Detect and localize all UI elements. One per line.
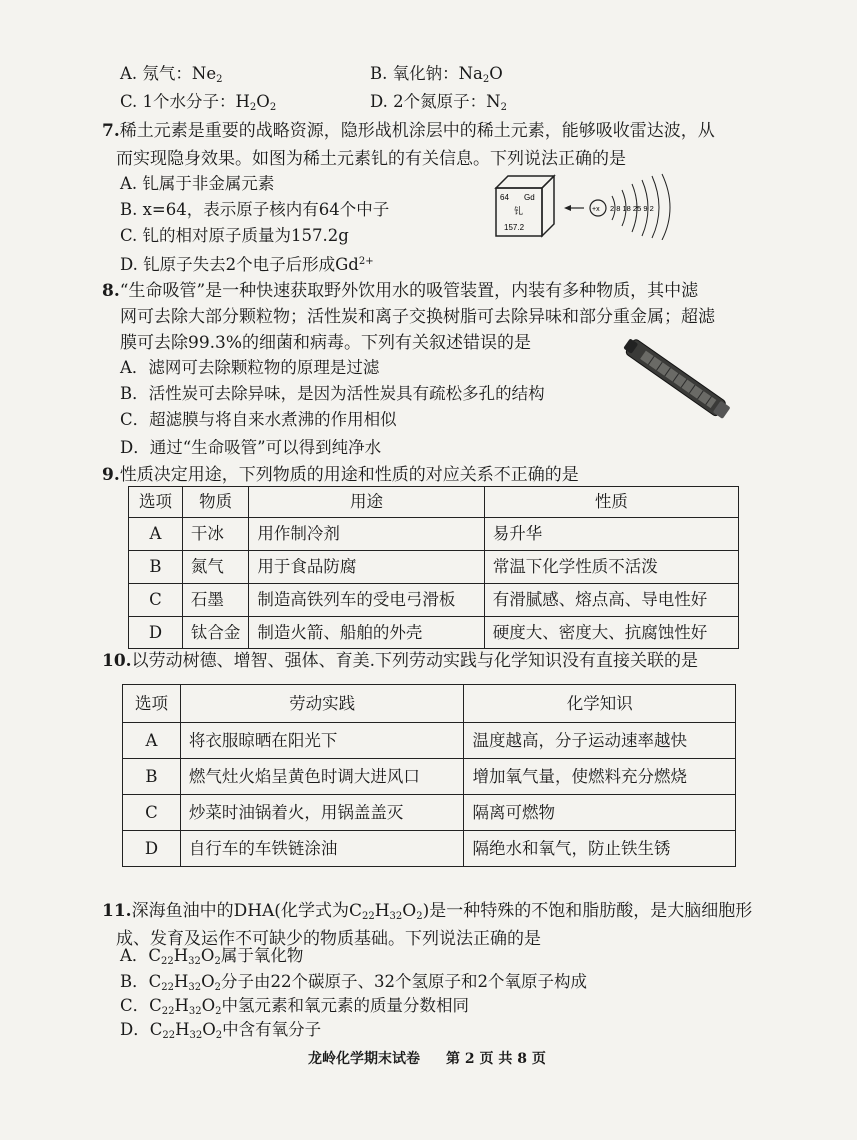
subscript: 22 bbox=[161, 956, 174, 967]
subscript: 2 bbox=[214, 982, 222, 993]
electron-shells: 2 8 18 25 9 2 bbox=[610, 204, 654, 213]
table-header: 物质 bbox=[182, 487, 249, 518]
table-cell: 制造火箭、船舶的外壳 bbox=[249, 617, 484, 649]
q8-stem-line2: 网可去除大部分颗粒物；活性炭和离子交换树脂可去除异味和部分重金属；超滤 bbox=[120, 307, 715, 327]
q11-option-b: B．$C_{22}H_{32}O_2$分子由22个碳原子、32个氢原子和2个氧原子构成 bbox=[120, 972, 588, 993]
q8-stem-line3: 膜可去除99.3%的细菌和病毒。下列有关叙述错误的是 bbox=[120, 333, 532, 353]
subscript: 2 bbox=[249, 102, 257, 113]
table-cell: A bbox=[123, 723, 181, 759]
table-cell: 自行车的车铁链涂油 bbox=[180, 831, 464, 867]
subscript: 32 bbox=[188, 1006, 202, 1017]
q10-stem bbox=[102, 648, 698, 674]
q6-option-c bbox=[120, 90, 276, 120]
q8-option-a: A．滤网可去除颗粒物的原理是过滤 bbox=[120, 358, 380, 377]
q6-option-a bbox=[120, 62, 222, 92]
subscript: 22 bbox=[161, 1006, 175, 1017]
q9-stem bbox=[102, 462, 579, 488]
atomic-structure-diagram bbox=[590, 174, 670, 240]
subscript: 22 bbox=[162, 1030, 176, 1041]
question-number: 9. bbox=[102, 465, 120, 485]
table-cell: 有滑腻感、熔点高、导电性好 bbox=[484, 584, 738, 617]
table-cell: 增加氧气量，使燃料充分燃烧 bbox=[464, 759, 736, 795]
table-row bbox=[123, 759, 736, 795]
q6-option-d bbox=[370, 90, 507, 120]
q6-option-d-text: D. 2个氮原子：N bbox=[370, 92, 501, 111]
subscript: 2 bbox=[416, 911, 423, 922]
table-cell: D bbox=[123, 831, 181, 867]
table-cell: A bbox=[129, 518, 183, 551]
q9-stem-text: 性质决定用途，下列物质的用途和性质的对应关系不正确的是 bbox=[119, 465, 579, 485]
element-card bbox=[496, 176, 554, 236]
subscript: 2 bbox=[269, 102, 277, 113]
table-row bbox=[129, 617, 739, 649]
q6-option-a-text: A. 氖气：Ne bbox=[120, 64, 217, 83]
table-cell: 燃气灶火焰呈黄色时调大进风口 bbox=[180, 759, 464, 795]
table-row bbox=[129, 551, 739, 584]
table-cell: 炒菜时油锅着火，用锅盖盖灭 bbox=[180, 795, 464, 831]
table-row bbox=[129, 518, 739, 551]
atomic-mass: 157.2 bbox=[504, 223, 525, 232]
q6-option-b-tail: O bbox=[489, 64, 503, 83]
table-header: 用途 bbox=[249, 487, 484, 518]
life-straw-image bbox=[616, 326, 740, 430]
subscript: 2 bbox=[214, 956, 221, 967]
q7-stem-line1 bbox=[102, 118, 715, 144]
q7-stem-line2: 而实现隐身效果。如图为稀土元素钆的有关信息。下列说法正确的是 bbox=[116, 149, 626, 169]
q7-option-a: A. 钆属于非金属元素 bbox=[120, 174, 275, 193]
table-cell: 干冰 bbox=[182, 518, 249, 551]
subscript: 32 bbox=[188, 982, 202, 993]
table-header-row bbox=[129, 487, 739, 518]
table-cell: 硬度大、密度大、抗腐蚀性好 bbox=[484, 617, 738, 649]
q11-option-b-text: 分子由22个碳原子、32个氢原子和2个氧原子构成 bbox=[221, 972, 588, 991]
q11-stem-line2: 成、发育及运作不可缺少的物质基础。下列说法正确的是 bbox=[116, 929, 541, 949]
table-header: 选项 bbox=[123, 685, 181, 723]
table-cell: 隔离可燃物 bbox=[464, 795, 736, 831]
q8-option-b: B．活性炭可去除异味，是因为活性炭具有疏松多孔的结构 bbox=[120, 384, 545, 403]
subscript: 32 bbox=[389, 911, 403, 922]
subscript: 2 bbox=[500, 102, 507, 113]
table-cell: B bbox=[129, 551, 183, 584]
subscript: 32 bbox=[189, 1030, 203, 1041]
table-row bbox=[123, 723, 736, 759]
table-cell: D bbox=[129, 617, 183, 649]
q8-stem-text1: “生命吸管”是一种快速获取野外饮用水的吸管装置，内装有多种物质，其中滤 bbox=[119, 281, 699, 301]
subscript: 22 bbox=[361, 911, 375, 922]
footer-page-number: 第 2 页 共 8 页 bbox=[446, 1051, 546, 1067]
question-number: 7. bbox=[102, 121, 120, 141]
table-cell: 温度越高，分子运动速率越快 bbox=[464, 723, 736, 759]
table-header: 性质 bbox=[484, 487, 738, 518]
table-row bbox=[123, 831, 736, 867]
table-cell: 易升华 bbox=[484, 518, 738, 551]
table-header-row bbox=[123, 685, 736, 723]
q10-table bbox=[122, 684, 736, 867]
question-number: 11. bbox=[102, 901, 132, 921]
subscript: 2 bbox=[482, 74, 490, 85]
table-header: 劳动实践 bbox=[180, 685, 464, 723]
q10-stem-text: 以劳动树德、增智、强体、育美.下列劳动实践与化学知识没有直接关联的是 bbox=[131, 651, 698, 671]
table-cell: 隔绝水和氧气，防止铁生锈 bbox=[464, 831, 736, 867]
q11-option-a: A．$C_{22}H_{32}O_2$属于氧化物 bbox=[120, 946, 304, 967]
q6-option-c-mid: O bbox=[256, 92, 270, 111]
q7-option-d-text: D. 钆原子失去2个电子后形成Gd bbox=[120, 255, 359, 274]
q11-stem-text1b: )是一种特殊的不饱和脂肪酸，是大脑细胞形 bbox=[422, 901, 753, 921]
q8-stem-line1 bbox=[102, 278, 698, 304]
element-symbol: Gd bbox=[524, 193, 535, 202]
table-row bbox=[129, 584, 739, 617]
subscript: 22 bbox=[161, 982, 174, 993]
table-cell: 石墨 bbox=[182, 584, 249, 617]
table-cell: C bbox=[129, 584, 183, 617]
q11-stem-line1: 11.深海鱼油中的DHA(化学式为$C_{22}H_{32}O_2$)是一种特殊的不饱和脂肪酸，是大脑细胞形 bbox=[102, 901, 753, 922]
table-cell: 制造高铁列车的受电弓滑板 bbox=[249, 584, 484, 617]
nucleus-charge: +x bbox=[592, 206, 600, 213]
arrow-left-icon bbox=[564, 205, 584, 211]
q11-option-c-text: 中氢元素和氧元素的质量分数相同 bbox=[221, 996, 470, 1015]
table-row bbox=[123, 795, 736, 831]
subscript: 32 bbox=[188, 956, 201, 967]
table-header: 选项 bbox=[129, 487, 183, 518]
subscript: 2 bbox=[215, 1006, 222, 1017]
q11-option-c: C．$C_{22}H_{32}O_2$中氢元素和氧元素的质量分数相同 bbox=[120, 996, 470, 1017]
table-header: 化学知识 bbox=[464, 685, 736, 723]
question-number: 10. bbox=[102, 651, 132, 671]
q11-option-d: D．$C_{22}H_{32}O_2$中含有氧分子 bbox=[120, 1020, 322, 1041]
atomic-number: 64 bbox=[500, 193, 509, 202]
q6-option-c-text: C. 1个水分子：H bbox=[120, 92, 250, 111]
table-cell: 用作制冷剂 bbox=[249, 518, 484, 551]
subscript: 2 bbox=[215, 1030, 223, 1041]
element-name: 钆 bbox=[514, 207, 524, 217]
q8-option-d: D．通过“生命吸管”可以得到纯净水 bbox=[120, 438, 382, 457]
q11-option-d-text: 中含有氧分子 bbox=[222, 1020, 322, 1039]
q11-stem-text1a: 深海鱼油中的DHA(化学式为C bbox=[131, 901, 362, 921]
footer-school: 龙岭化学期末试卷 bbox=[308, 1051, 420, 1067]
table-cell: 将衣服晾晒在阳光下 bbox=[180, 723, 464, 759]
q7-stem-text1: 稀土元素是重要的战略资源，隐形战机涂层中的稀土元素，能够吸收雷达波，从 bbox=[119, 121, 715, 141]
q6-option-b bbox=[370, 62, 503, 92]
q11-option-a-text: 属于氧化物 bbox=[220, 946, 304, 965]
q8-option-c: C．超滤膜与将自来水煮沸的作用相似 bbox=[120, 410, 397, 429]
table-cell: 钛合金 bbox=[182, 617, 249, 649]
q9-table bbox=[128, 486, 739, 649]
q7-option-c: C. 钆的相对原子质量为157.2g bbox=[120, 226, 349, 245]
gadolinium-element-figure bbox=[492, 170, 692, 240]
table-cell: B bbox=[123, 759, 181, 795]
question-number: 8. bbox=[102, 281, 120, 301]
superscript: 2+ bbox=[358, 256, 374, 267]
table-cell: 氮气 bbox=[182, 551, 249, 584]
table-cell: 用于食品防腐 bbox=[249, 551, 484, 584]
subscript: 2 bbox=[216, 74, 223, 85]
table-cell: C bbox=[123, 795, 181, 831]
table-cell: 常温下化学性质不活泼 bbox=[484, 551, 738, 584]
q7-option-b: B. x=64，表示原子核内有64个中子 bbox=[120, 200, 390, 219]
q7-option-d bbox=[120, 250, 374, 277]
q6-option-b-text: B. 氧化钠：Na bbox=[370, 64, 483, 83]
